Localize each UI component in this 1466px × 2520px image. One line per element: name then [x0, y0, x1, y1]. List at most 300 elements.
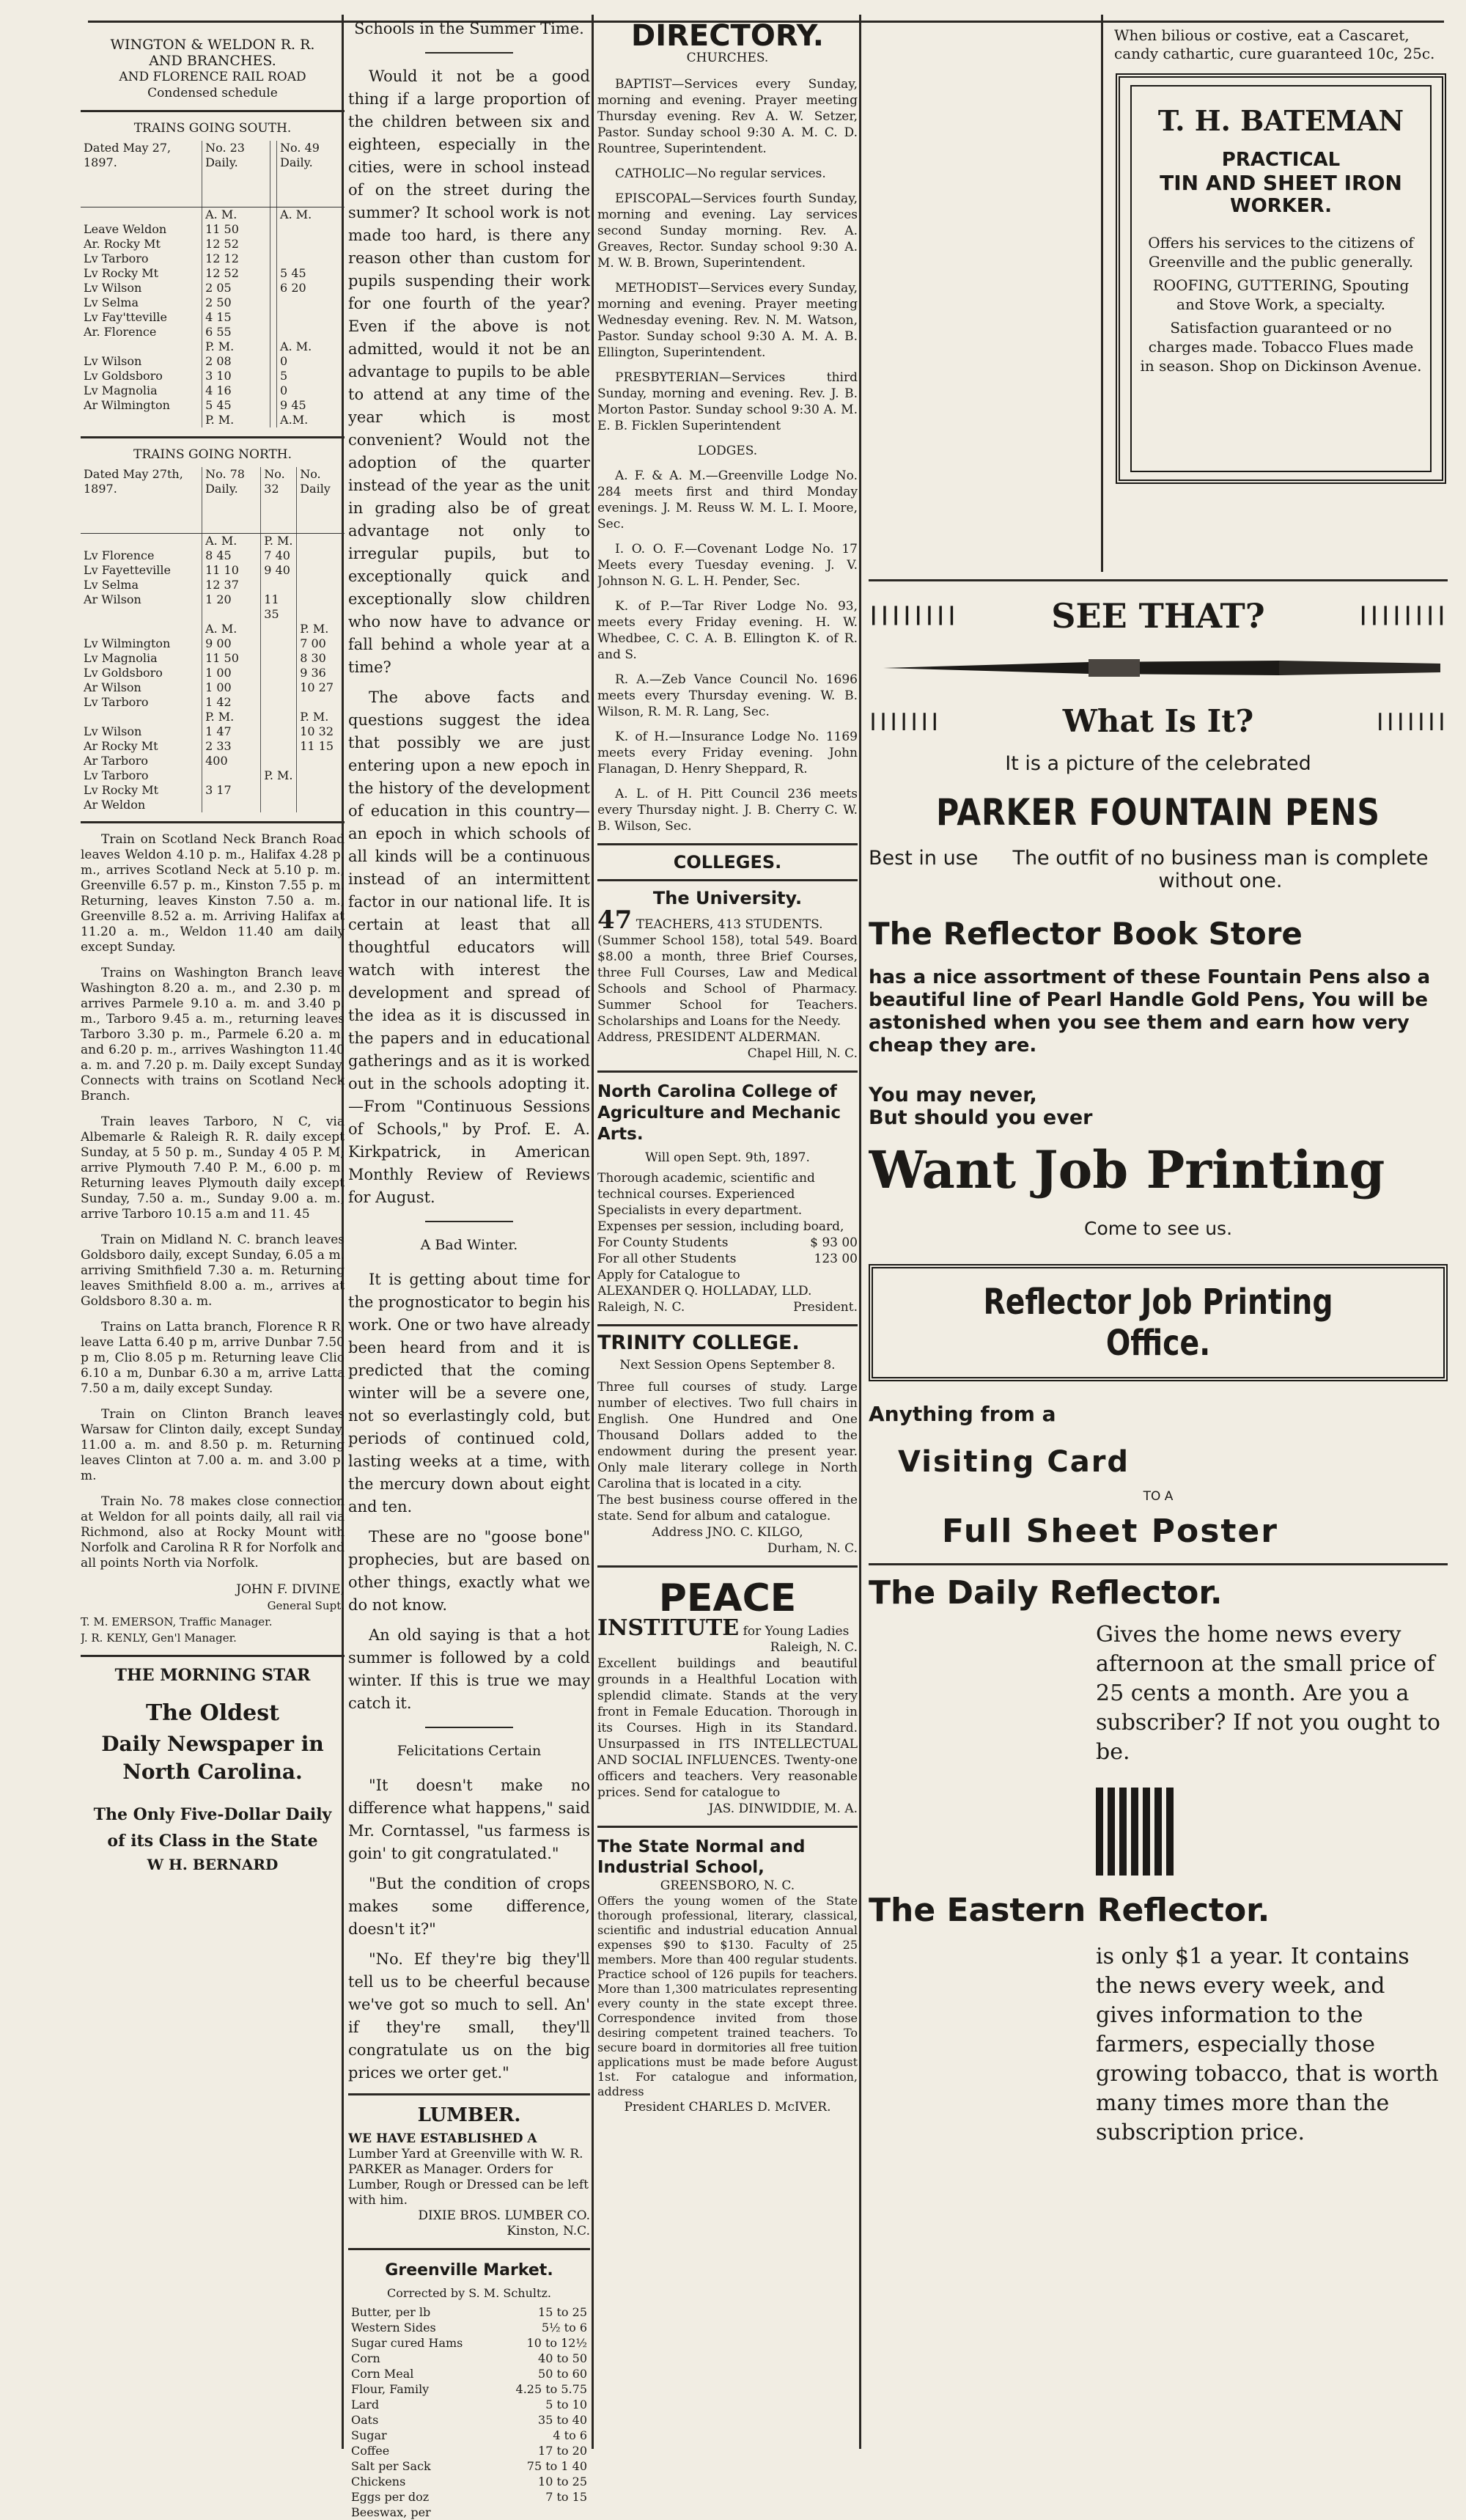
timetable-time	[270, 295, 277, 310]
market-row	[348, 2505, 590, 2520]
timetable-row	[81, 281, 345, 295]
market-row	[348, 2320, 590, 2335]
timetable-time: 7 00	[300, 636, 326, 650]
railroad-note: Train leaves Tarboro, N C, via Albemarle & Raleigh R. R. daily except Sunday, at 5 50 p. m., Sunday 4 05 P. M; arrive Plymouth 7.40 P. M., 6.00 p. m. Returning leaves Plymouth daily except Sunday, 7.50 a. m., Sunday 9.00 a. m., arrive Tarboro 10.15 a.m and 11. 45	[81, 1114, 345, 1222]
normal-title: The State Normal and Industrial School,	[597, 1837, 806, 1877]
market-price: 40 to 50	[538, 2351, 587, 2365]
ncc-place: Raleigh, N. C.	[597, 1300, 685, 1315]
market-item: Beeswax, per	[351, 2505, 431, 2519]
timetable-time	[270, 354, 277, 369]
reflector-ad-section: ┃┃┃┃┃┃┃┃ SEE THAT? ┃┃┃┃┃┃┃┃ ┃┃┃┃┃┃┃ What Is It? ┃┃┃┃┃┃┃ It is a picture of the celebrated PARKER FOUNTAIN PENS Best in use The outfit of no business man is complete without one. The Reflector Book Store has a nice assortment of these Fountain Pens also a beautiful line of Pearl Handle Gold Pens, You will be astonished when you see them and earn how very cheap they are. You may never, But should you ever Want Job Printing Come to see us. Reflector Job Printing Office. Anything from a Visiting Card TO A Full Sheet Poster The Daily Reflector. Gives the home news every afternoon at the small price of 25 cents a month. Are you a subscriber? If not you ought to be. The Eastern Reflector. is only $1 a year. It contains the news every week, and gives information to the farmers, especially those growing tobacco, that is worth many times more than the subscription price.	[869, 572, 1448, 2148]
market-price: 5½ to 6	[541, 2321, 587, 2335]
timetable-station: Lv Goldsboro	[81, 666, 202, 680]
timetable-time	[270, 310, 277, 325]
timetable-row	[81, 739, 345, 754]
timetable-station: Lv Wilmington	[81, 636, 202, 651]
market-item: Oats	[351, 2413, 379, 2427]
timetable-time	[297, 798, 345, 812]
north-heading: TRAINS GOING NORTH.	[133, 447, 292, 462]
felicitations-p1: "It doesn't make no difference what happens," said Mr. Corntassel, "us farmess is goin' to git congratulated."	[348, 1777, 590, 1862]
normal-sig: President CHARLES D. McIVER.	[624, 2100, 831, 2115]
timetable-time: 2 50	[202, 295, 270, 310]
timetable-station: Lv Wilson	[81, 281, 202, 295]
market-title: Greenville Market.	[385, 2261, 553, 2280]
timetable-time: 12 52	[202, 237, 270, 251]
bateman-trade3: WORKER.	[1229, 195, 1333, 217]
visiting-card: Visiting Card	[898, 1445, 1130, 1479]
see-that: SEE THAT?	[1051, 596, 1265, 636]
timetable-time: P. M.	[261, 768, 297, 783]
timetable-row	[81, 724, 345, 739]
timetable-row	[81, 651, 345, 666]
timetable-time: P. M.	[202, 339, 270, 354]
peace-inst: INSTITUTE	[597, 1615, 740, 1641]
timetable-row	[81, 354, 345, 369]
timetable-time	[277, 222, 345, 237]
railroad-sig1: JOHN F. DIVINE,	[236, 1582, 345, 1597]
university-place: Chapel Hill, N. C.	[747, 1046, 858, 1061]
timetable-time	[270, 369, 277, 383]
trinity-place: Durham, N. C.	[767, 1541, 858, 1556]
timetable-station: Ar Wilmington	[81, 398, 202, 413]
felicitations-title: Felicitations Certain	[397, 1743, 542, 1759]
timetable-time	[297, 768, 345, 783]
south-dated: Dated May 27, 1897.	[81, 141, 202, 207]
timetable-station: Lv Magnolia	[81, 651, 202, 666]
morning-star-l1: The Oldest	[145, 1700, 279, 1726]
winter-p3: An old saying is that a hot summer is followed by a cold winter. If this is true we may catch it.	[348, 1626, 590, 1712]
timetable-time: 11 35	[261, 592, 297, 622]
church-entry: PRESBYTERIAN—Services third Sunday, morning and evening. Rev. J. B. Morton Pastor. Sunday school 9:30 A. M. E. B. Ficklen Superintendent	[597, 370, 858, 433]
timetable-time	[277, 237, 345, 251]
railroad-title-2: AND BRANCHES.	[149, 53, 276, 69]
column-rule	[859, 15, 861, 2449]
bateman-body3: Satisfaction guaranteed or no charges made. Tobacco Flues made in season. Shop on Dickinson Avenue.	[1140, 319, 1422, 375]
market-row	[348, 2458, 590, 2474]
timetable-time: 10 32	[300, 724, 334, 738]
railroad-title: WINGTON & WELDON R. R.	[110, 37, 315, 53]
timetable-row	[81, 266, 345, 281]
schools-p1: Would it not be a good thing if a large proportion of the children between six and eighteen, especially in the cities, were in school instead of on the street during the summer? It school work is not made too hard, is there any reason other than custom for pupils suspending their work for one fourth of the year? Even if the above is not admitted, would it not be an advantage to pupils to be able to attend at any time of the year which is most convenient? Would not the adoption of the quarter instead of the year as the unit in grading also be of great advantage not only to irregular pupils, but to exceptionally quick and exceptionally slow children who now have to advance or fall behind a whole year at a time?	[348, 67, 590, 676]
timetable-row	[81, 237, 345, 251]
university-title: The University.	[652, 888, 803, 908]
church-entry: BAPTIST—Services every Sunday, morning and evening. Prayer meeting Thursday evening. Rev A. W. Setzer, Pastor. Sunday school 9:30 A. M. C. D. Rountree, Superintendent.	[597, 77, 858, 156]
market-row	[348, 2474, 590, 2489]
timetable-time	[202, 768, 261, 783]
timetable-time	[261, 710, 297, 724]
directory-title: DIRECTORY.	[630, 19, 824, 53]
timetable-time	[297, 783, 345, 798]
timetable-row	[81, 534, 345, 549]
want-job-printing: Want Job Printing	[869, 1139, 1385, 1200]
market-row	[348, 2428, 590, 2443]
timetable-station: Lv Selma	[81, 295, 202, 310]
outfit-line: The outfit of no business man is complete without one.	[1012, 847, 1429, 892]
timetable-station: Ar Weldon	[81, 798, 202, 812]
market-item: Salt per Sack	[351, 2459, 431, 2473]
ncc-title: North Carolina College of Agriculture and Mechanic Arts.	[597, 1082, 841, 1144]
university-body: (Summer School 158), total 549. Board $8.00 a month, three Brief Courses, three Full Courses, Law and Medical Schools and School of Pharmacy. Summer School for Teachers. Scholarships and Loans for the Needy.	[597, 933, 858, 1029]
ornament-right: ┃┃┃┃┃┃┃┃	[1358, 606, 1448, 625]
timetable-time	[297, 534, 345, 549]
south-heading: TRAINS GOING SOUTH.	[133, 121, 292, 136]
timetable-station	[81, 534, 202, 549]
timetable-time: P. M.	[261, 534, 297, 549]
timetable-time: 1 00	[202, 666, 261, 680]
timetable-time: 8 30	[300, 651, 326, 665]
timetable-time: 2 08	[202, 354, 270, 369]
market-item: Lard	[351, 2398, 380, 2411]
market-item: Corn	[351, 2351, 380, 2365]
timetable-time: 2 05	[202, 281, 270, 295]
ncc-county-price: $ 93 00	[810, 1235, 858, 1250]
timetable-time: 9 36	[300, 666, 326, 680]
timetable-time	[202, 798, 261, 812]
timetable-time	[297, 592, 345, 622]
timetable-time	[261, 651, 297, 666]
church-entry: METHODIST—Services every Sunday, morning and evening. Prayer meeting Wednesday evening. Rev. N. M. Watson, Pastor. Sunday school 9:30 A. M. A. B. Ellington, Superintendent.	[597, 281, 858, 360]
market-row	[348, 2335, 590, 2351]
university-addr: Address, PRESIDENT ALDERMAN.	[597, 1030, 821, 1045]
timetable-time	[270, 413, 277, 427]
market-price: 35 to 40	[538, 2413, 587, 2427]
column-rule	[592, 15, 594, 2449]
north-col-b: No. 32	[261, 467, 297, 534]
timetable-time	[270, 237, 277, 251]
timetable-row	[81, 295, 345, 310]
timetable-station	[81, 710, 202, 724]
timetable-time	[261, 739, 297, 754]
timetable-row	[81, 592, 345, 622]
ornament-left: ┃┃┃┃┃┃┃┃	[869, 606, 958, 625]
morning-star-l6: W H. BERNARD	[147, 1856, 279, 1873]
timetable-station: Lv Rocky Mt	[81, 783, 202, 798]
railroad-note: Trains on Latta branch, Florence R R, leave Latta 6.40 p m, arrive Dunbar 7.50 p m, Clio 8.05 p m. Returning leave Clio 6.10 a m, Dunbar 6.30 a m, arrive Latta 7.50 a m, daily except Sunday.	[81, 1320, 345, 1396]
timetable-time	[261, 680, 297, 695]
timetable-time: 11 50	[202, 651, 261, 666]
peace-body: Excellent buildings and beautiful grounds in a Healthful Location with splendid climate. Stands at the very front in Female Education. Thorough in its Courses. High in its Standard. Unsurpassed in ITS INTELLECTUAL AND SOCIAL INFLUENCES. Twenty-one officers and teachers. Very reasonable prices. Send for catalogue to	[597, 1656, 858, 1800]
timetable-time	[297, 578, 345, 592]
timetable-time	[270, 266, 277, 281]
eastern-reflector-body: is only $1 a year. It contains the news every week, and gives information to the farmers, especially those growing tobacco, that is worth many times more than the subscription price.	[1096, 1944, 1439, 2145]
timetable-time: 4 15	[202, 310, 270, 325]
lodge-entry: K. of P.—Tar River Lodge No. 93, meets every Friday evening. H. W. Whedbee, C. C. A. B. Ellington K. of R. and S.	[597, 599, 858, 662]
bilious-text: When bilious or costive, eat a Cascaret, candy cathartic, cure guaranteed 10c, 25c.	[1114, 26, 1435, 62]
market-item: Chickens	[351, 2475, 406, 2488]
peace-sig: JAS. DINWIDDIE, M. A.	[708, 1801, 858, 1816]
timetable-time	[270, 281, 277, 295]
timetable-time: 3 17	[202, 783, 261, 798]
timetable-time: 5	[280, 369, 288, 383]
timetable-time: A. M.	[202, 534, 261, 549]
market-row	[348, 2366, 590, 2381]
timetable-time	[261, 754, 297, 768]
timetable-station: Lv Fay'tteville	[81, 310, 202, 325]
churches-heading: CHURCHES.	[686, 51, 769, 65]
full-sheet-poster: Full Sheet Poster	[942, 1513, 1278, 1550]
timetable-station: Lv Tarboro	[81, 251, 202, 266]
timetable-row	[81, 325, 345, 339]
railroad-title-3: AND FLORENCE RAIL ROAD	[119, 70, 306, 84]
timetable-station	[81, 207, 202, 223]
timetable-station: Lv Florence	[81, 548, 202, 563]
railroad-note: Train No. 78 makes close connection at Weldon for all points daily, all rail via Richmond, also at Rocky Mount with Norfolk and Carolina R R for Norfolk and all points North via Norfolk.	[81, 1494, 345, 1571]
normal-place: GREENSBORO, N. C.	[660, 1878, 795, 1893]
railroad-sig3: J. R. KENLY, Gen'l Manager.	[81, 1631, 237, 1645]
to-a: TO A	[1143, 1489, 1174, 1504]
peace-title: PEACE	[658, 1576, 797, 1620]
lumber-title: LUMBER.	[417, 2104, 521, 2126]
timetable-time	[270, 207, 277, 223]
lodge-entry: K. of H.—Insurance Lodge No. 1169 meets every Friday evening. John Flanagan, D. Henry Sheppard, R.	[597, 730, 858, 776]
timetable-time	[261, 724, 297, 739]
market-item: Flour, Family	[351, 2382, 430, 2396]
timetable-row	[81, 636, 345, 651]
timetable-time	[277, 310, 345, 325]
timetable-time: 3 10	[202, 369, 270, 383]
best-in-use: Best in use	[869, 847, 979, 870]
timetable-row	[81, 622, 345, 636]
timetable-time: P. M.	[202, 413, 270, 427]
timetable-time	[261, 783, 297, 798]
schools-p2: The above facts and questions suggest the idea that possibly we are just entering upon a new epoch in the history of the development of education in this country—an epoch in which schools of all kinds will be a continuous instead of an intermittent factor in our national life. It is certain at least that all thoughtful educators will watch with interest the development and spread of the idea as it is discussed in the papers and in educational gatherings and as it is worked out in the schools adopting it.—From "Continuous Sessions of Schools," by Prof. E. A. Kirkpatrick, in American Monthly Review of Reviews for August.	[348, 688, 590, 1206]
timetable-time: 6 55	[202, 325, 270, 339]
south-timetable	[81, 141, 345, 427]
timetable-row	[81, 310, 345, 325]
trinity-body: Three full courses of study. Large number of electives. Two full chairs in English. One Hundred and One Thousand Dollars added to the endowment during the present year. Only male literary college in North Carolina that is located in a city.	[597, 1380, 858, 1491]
lumber-body: Lumber Yard at Greenville with W. R. PARKER as Manager. Orders for Lumber, Rough or Dressed can be left with him.	[348, 2147, 589, 2208]
timetable-time: 1 20	[202, 592, 261, 622]
market-row	[348, 2351, 590, 2366]
timetable-row	[81, 251, 345, 266]
column-rule	[1101, 15, 1103, 572]
bateman-trade1: PRACTICAL	[1221, 149, 1341, 171]
timetable-station: Leave Weldon	[81, 222, 202, 237]
timetable-time: 1 47	[202, 724, 261, 739]
timetable-station: Lv Goldsboro	[81, 369, 202, 383]
north-dated: Dated May 27th, 1897.	[81, 467, 202, 534]
timetable-row	[81, 798, 345, 812]
ncc-exp: Expenses per session, including board,	[597, 1219, 844, 1234]
ncc-other-price: 123 00	[814, 1252, 858, 1266]
timetable-time: 0	[280, 354, 288, 368]
reflector-vignette	[1096, 1788, 1176, 1876]
timetable-time: 7 40	[261, 548, 297, 563]
articles-column	[348, 15, 590, 2520]
market-item: Coffee	[351, 2444, 390, 2458]
market-price: 10 to 12½	[526, 2336, 587, 2350]
ncc-county: For County Students	[597, 1235, 729, 1250]
market-by: Corrected by S. M. Schultz.	[387, 2286, 551, 2300]
ncc-body: Thorough academic, scientific and technical courses. Experienced Specialists in every department.	[597, 1171, 815, 1218]
timetable-station: Lv Fayetteville	[81, 563, 202, 578]
job-office-box	[869, 1264, 1448, 1381]
lodge-entry: I. O. O. F.—Covenant Lodge No. 17 Meets every Tuesday evening. J. V. Johnson N. G. L. H. Pender, Sec.	[597, 542, 858, 589]
timetable-station: Lv Rocky Mt	[81, 266, 202, 281]
bateman-body2: ROOFING, GUTTERING, Spouting and Stove Work, a specialty.	[1152, 276, 1410, 313]
timetable-time: 9 00	[202, 636, 261, 651]
timetable-time	[277, 251, 345, 266]
timetable-row	[81, 695, 345, 710]
market-row	[348, 2443, 590, 2458]
church-entry: CATHOLIC—No regular services.	[615, 166, 826, 181]
trinity-title: TRINITY COLLEGE.	[597, 1331, 800, 1354]
felicitations-p2: "But the condition of crops makes some difference, doesn't it?"	[348, 1875, 590, 1938]
timetable-station: Lv Wilson	[81, 724, 202, 739]
timetable-time: A. M.	[280, 339, 312, 353]
ncc-other: For all other Students	[597, 1252, 737, 1266]
timetable-time	[297, 695, 345, 710]
timetable-time: 1 00	[202, 680, 261, 695]
picture-line: It is a picture of the celebrated	[1005, 752, 1311, 775]
market-row	[348, 2381, 590, 2397]
market-price: 7 to 15	[545, 2490, 587, 2504]
timetable-row	[81, 563, 345, 578]
timetable-time: 11 10	[202, 563, 261, 578]
parker-pens: PARKER FOUNTAIN PENS	[936, 791, 1380, 834]
timetable-time: A. M.	[202, 207, 270, 223]
ncc-sig: ALEXANDER Q. HOLLADAY, LLD.	[597, 1284, 812, 1298]
market-price: 17 to 20	[538, 2444, 587, 2458]
timetable-row	[81, 222, 345, 237]
timetable-time	[270, 222, 277, 237]
winter-p1: It is getting about time for the prognosticator to begin his work. One or two have already been heard from and it is predicted that the coming winter will be a severe one, not so everlastingly cold, but periods of continued cold, lasting weeks at a time, with the mercury down about eight and ten.	[348, 1271, 590, 1516]
timetable-time	[270, 251, 277, 266]
market-item: Eggs per doz	[351, 2490, 430, 2504]
market-row	[348, 2489, 590, 2505]
market-price: 15 to 25	[538, 2305, 587, 2319]
timetable-time: 10 27	[300, 680, 334, 694]
church-list	[597, 76, 858, 434]
timetable-time	[261, 695, 297, 710]
railroad-note: Train on Midland N. C. branch leaves Goldsboro daily, except Sunday, 6.05 a m. arriving Smithfield 7.30 a. m. Returning leaves Smithfield 8.00 a. m., arrives at Goldsboro 8.30 a. m.	[81, 1233, 345, 1309]
normal-body: Offers the young women of the State thorough professional, literary, classical, scientific and industrial education Annual expenses $90 to $130. Faculty of 25 members. More than 400 regular students. Practice school of 126 pupils for teachers. More than 1,300 matriculates representing every county in the state except three. Correspondence invited from those desiring competent trained teachers. To secure board in dormitories all free tuition applications must be made before August 1st. For catalogue and information, address	[597, 1894, 858, 2098]
timetable-row	[81, 398, 345, 413]
timetable-station	[81, 413, 202, 427]
timetable-time	[261, 636, 297, 651]
timetable-time	[277, 325, 345, 339]
timetable-row	[81, 666, 345, 680]
timetable-row	[81, 207, 345, 223]
anything-from: Anything from a	[869, 1402, 1056, 1426]
lumber-place: Kinston, N.C.	[507, 2224, 590, 2238]
south-col-c: No. 49 Daily.	[277, 141, 345, 207]
winter-p2: These are no "goose bone" prophecies, but are based on other things, exactly what we do not know.	[348, 1528, 590, 1614]
timetable-row	[81, 754, 345, 768]
timetable-time: 1 42	[202, 695, 261, 710]
morning-star-l5: of its Class in the State	[107, 1832, 318, 1851]
market-price: 50 to 60	[538, 2367, 587, 2381]
morning-star-title: THE MORNING STAR	[114, 1666, 311, 1685]
timetable-time: A. M.	[280, 207, 312, 221]
market-item: Sugar cured Hams	[351, 2336, 463, 2350]
timetable-time	[261, 666, 297, 680]
daily-reflector-body: Gives the home news every afternoon at the small price of 25 cents a month. Are you a subscriber? If not you ought to be.	[1096, 1622, 1440, 1765]
timetable-time: P. M.	[300, 710, 329, 724]
railroad-sig1-title: General Supt.	[267, 1599, 345, 1612]
trinity-sig: Address JNO. C. KILGO,	[652, 1525, 803, 1540]
colleges-title: COLLEGES.	[673, 852, 782, 873]
assortment-text: has a nice assortment of these Fountain Pens also a beautiful line of Pearl Handle Gold Pens, You will be astonished when you see them and earn how very cheap they are.	[869, 966, 1431, 1057]
timetable-time	[297, 563, 345, 578]
timetable-time: 9 45	[280, 398, 306, 412]
timetable-time	[261, 798, 297, 812]
timetable-time: 5 45	[202, 398, 270, 413]
bateman-ad	[1116, 73, 1446, 484]
timetable-station: Ar Tarboro	[81, 754, 202, 768]
timetable-time	[270, 398, 277, 413]
market-item: Corn Meal	[351, 2367, 414, 2381]
south-col-b	[270, 141, 277, 207]
timetable-row	[81, 680, 345, 695]
market-row	[348, 2397, 590, 2412]
timetable-row	[81, 578, 345, 592]
university-lead: 47	[597, 905, 633, 935]
morning-star-l2: Daily Newspaper in	[101, 1732, 324, 1756]
timetable-time: P. M.	[202, 710, 261, 724]
bateman-column	[1107, 15, 1455, 484]
timetable-time: 400	[202, 754, 261, 768]
lodge-list	[597, 468, 858, 834]
market-price: 5 to 10	[545, 2398, 587, 2411]
timetable-time: 9 40	[261, 563, 297, 578]
market-price: 75 to 1 40	[526, 2459, 587, 2473]
market-price	[494, 2505, 590, 2520]
lumber-lead: WE HAVE ESTABLISHED A	[348, 2131, 537, 2146]
timetable-time	[261, 622, 297, 636]
timetable-row	[81, 710, 345, 724]
trinity-body2: The best business course offered in the state. Send for album and catalogue.	[597, 1493, 858, 1524]
felicitations-p3: "No. Ef they're big they'll tell us to be cheerful because we've got so much to sell. An' if they're small, they'll congratulate us on the big prices we orter get."	[348, 1950, 590, 2082]
timetable-time	[277, 295, 345, 310]
job-office: Reflector Job Printing Office.	[983, 1282, 1333, 1364]
bateman-body1: Offers his services to the citizens of Greenville and the public generally.	[1148, 234, 1414, 271]
timetable-time: 6 20	[280, 281, 306, 295]
trinity-open: Next Session Opens September 8.	[619, 1358, 836, 1373]
north-col-c: No. Daily	[297, 467, 345, 534]
railroad-note: Train on Scotland Neck Branch Road leaves Weldon 4.10 p. m., Halifax 4.28 p. m., arrives Scotland Neck at 5.10 p. m., Greenville 6.57 p. m., Kinston 7.55 p. m. Returning, leaves Kinston 7.50 a. m., Greenville 8.52 a. m. Arriving Halifax at 11.20 a. m., Weldon 11.40 am daily except Sunday.	[81, 832, 345, 955]
university-lead-rest: TEACHERS, 413 STUDENTS.	[636, 917, 823, 932]
railroad-subtitle: Condensed schedule	[147, 86, 278, 100]
railroad-note: Trains on Washington Branch leave Washington 8.20 a. m., and 2.30 p. m. arrives Parmele 9.10 a. m. and 3.40 p. m., Tarboro 9.45 a. m., returning leaves Tarboro 3.30 p. m., Parmele 6.20 a. m. and 6.20 p. m., arrives Washington 11.40 a. m. and 7.20 p. m. Daily except Sunday. Connects with trains on Scotland Neck Branch.	[81, 966, 345, 1103]
come-see-us: Come to see us.	[1083, 1218, 1233, 1239]
timetable-time	[270, 325, 277, 339]
market-item: Butter, per lb	[351, 2305, 431, 2319]
timetable-station	[81, 622, 202, 636]
market-item: Sugar	[351, 2428, 387, 2442]
market-price: 4 to 6	[553, 2428, 587, 2442]
timetable-station: Lv Tarboro	[81, 695, 202, 710]
timetable-station: Lv Magnolia	[81, 383, 202, 398]
directory-column	[597, 15, 858, 2115]
ncc-apply: Apply for Catalogue to	[597, 1268, 740, 1282]
daily-reflector-title: The Daily Reflector.	[869, 1574, 1223, 1612]
timetable-station: Lv Selma	[81, 578, 202, 592]
bateman-trade2: TIN AND SHEET IRON	[1160, 171, 1402, 195]
what-is-it: What Is It?	[1062, 703, 1254, 739]
timetable-time	[297, 548, 345, 563]
lodge-entry: A. L. of H. Pitt Council 236 meets every Thursday night. J. B. Cherry C. W. B. Wilson, Sec.	[597, 787, 858, 834]
timetable-station: Lv Wilson	[81, 354, 202, 369]
timetable-time: A. M.	[202, 622, 261, 636]
south-col-a: No. 23 Daily.	[202, 141, 270, 207]
timetable-row	[81, 413, 345, 427]
timetable-time	[297, 754, 345, 768]
church-entry: EPISCOPAL—Services fourth Sunday, morning and evening. Lay services second Sunday morning. Rev. A. Greaves, Rector. Sunday school 9:30 A. M. W. B. Brown, Superintendent.	[597, 191, 858, 271]
but-should-you: But should you ever	[869, 1106, 1093, 1129]
timetable-station: Lv Tarboro	[81, 768, 202, 783]
timetable-station: Ar Rocky Mt	[81, 739, 202, 754]
